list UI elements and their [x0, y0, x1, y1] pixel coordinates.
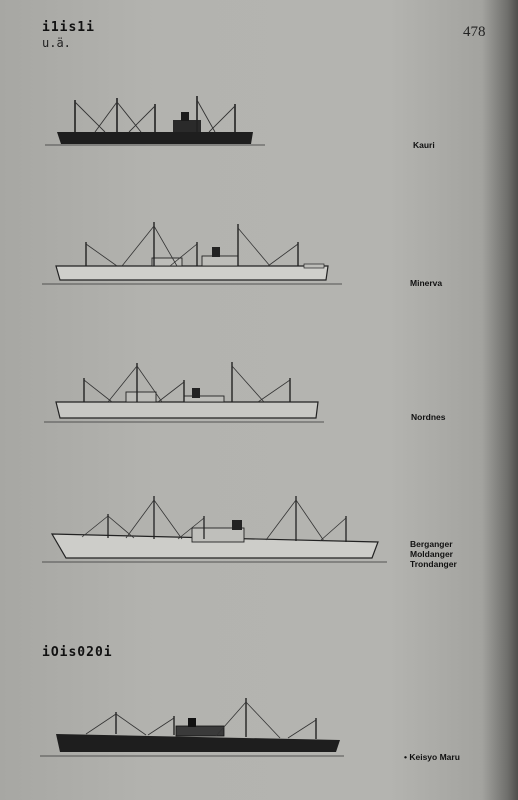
- ship-name: • Keisyo Maru: [404, 752, 460, 762]
- ship-name-keisyo-maru: [404, 752, 460, 762]
- page-number: 478: [463, 24, 486, 40]
- ship-silhouette-berganger: [42, 494, 387, 566]
- ship-name: Nordnes: [411, 412, 446, 422]
- section-code-second: iOis020i: [42, 645, 113, 660]
- ship-name-nordnes: [411, 412, 445, 422]
- ship-name-minerva: [410, 278, 442, 288]
- ship-name-kauri: [413, 140, 435, 150]
- section-subcode: u.ä.: [42, 36, 71, 50]
- ship-name: Kauri: [413, 140, 435, 150]
- section-code-top: i1is1i: [42, 20, 95, 35]
- ship-names-berganger-group: [410, 539, 457, 569]
- ship-silhouette-kauri: [45, 92, 265, 150]
- ship-name: Berganger: [410, 539, 453, 549]
- ship-silhouette-nordnes: [44, 360, 324, 426]
- ship-name: Minerva: [410, 278, 443, 288]
- ship-silhouette-minerva: [42, 220, 342, 288]
- ship-name: Trondanger: [410, 559, 457, 569]
- ship-name: Moldanger: [410, 549, 453, 559]
- ship-silhouette-keisyo-maru: [40, 696, 344, 760]
